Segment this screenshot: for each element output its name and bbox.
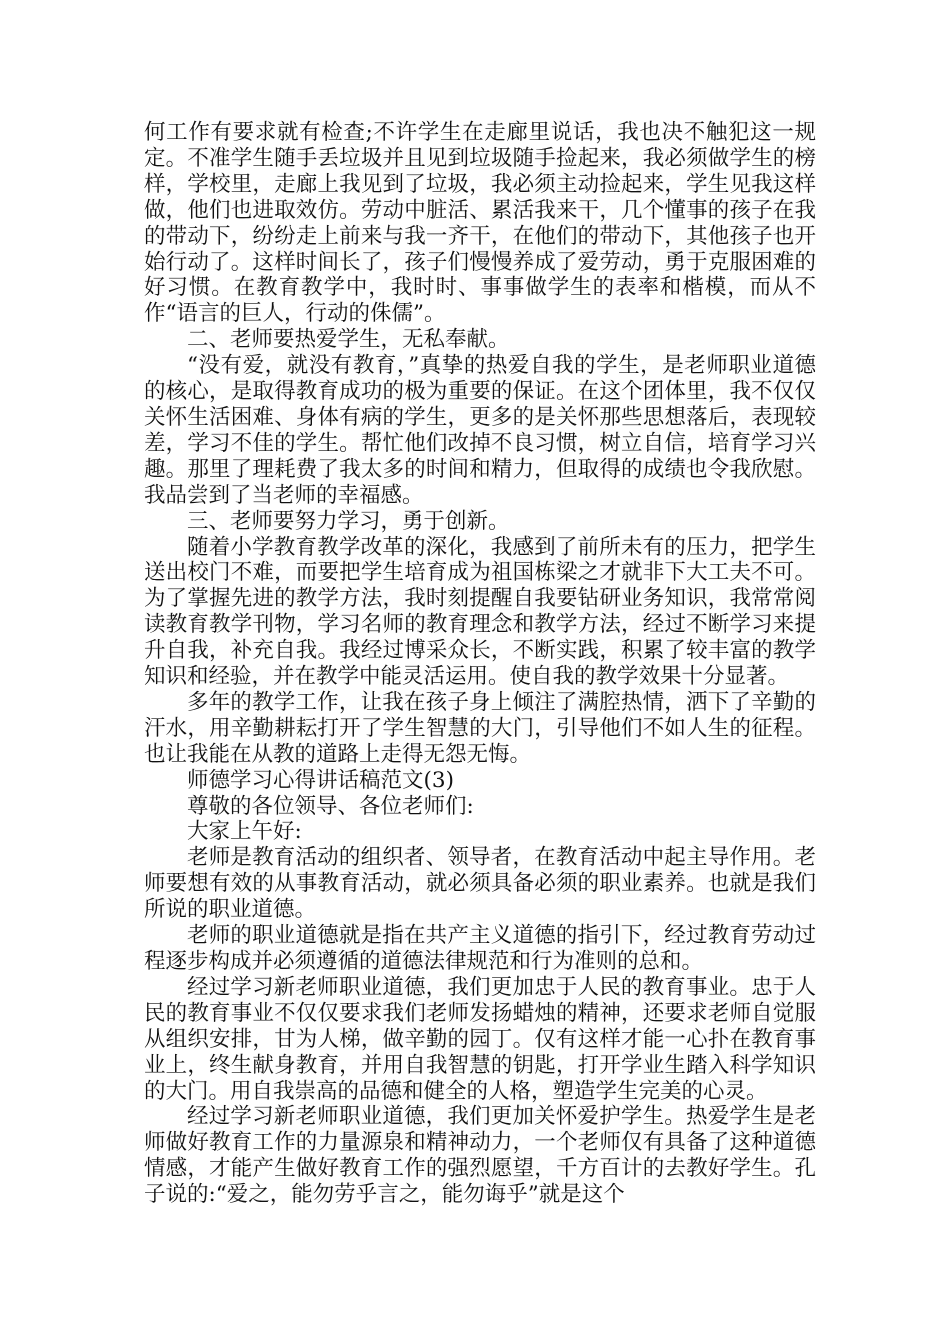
- speech-greeting: 大家上午好:: [187, 819, 302, 845]
- document-body: [144, 120, 816, 1208]
- speech-title: 师德学习心得讲话稿范文(3): [187, 767, 454, 793]
- paragraph-teacher-role: 老师是教育活动的组织者、领导者，在教育活动中起主导作用。老师要想有效的从事教育活动，就必须具备必须的职业素养。也就是我们所说的职业道德。: [144, 845, 816, 923]
- paragraph-discipline-example: 何工作有要求就有检查;不许学生在走廊里说话，我也决不触犯这一规定。不准学生随手丢垃圾并且见到垃圾随手捡起来，我必须做学生的榜样，学校里，走廊上我见到了垃圾，我必须主动捡起来，学生见我这样做，他们也进取效仿。劳动中脏活、累活我来干，几个懂事的孩子在我的带动下，纷纷走上前来与我一齐干，在他们的带动下，其他孩子也开始行动了。这样时间长了，孩子们慢慢养成了爱劳动，勇于克服困难的好习惯。在教育教学中，我时时、事事做学生的表率和楷模，而从不作“语言的巨人，行动的侏儒”。: [144, 120, 816, 327]
- speech-salutation: 尊敬的各位领导、各位老师们:: [187, 793, 474, 819]
- paragraph-learn-innovate: 随着小学教育教学改革的深化，我感到了前所未有的压力，把学生送出校门不难，而要把学生培育成为祖国栋梁之才就非下大工夫不可。为了掌握先进的教学方法，我时刻提醒自我要钻研业务知识，我常常阅读教育教学刊物，学习名师的教育理念和教学方法，经过不断学习来提升自我，补充自我。我经过博采众长，不断实践，积累了较丰富的教学知识和经验，并在教学中能灵活运用。使自我的教学效果十分显著。: [144, 534, 816, 690]
- paragraph-loyalty-to-education: 经过学习新老师职业道德，我们更加忠于人民的教育事业。忠于人民的教育事业不仅仅要求我们老师发扬蜡烛的精神，还要求老师自觉服从组织安排，甘为人梯，做辛勤的园丁。仅有这样才能一心扑在教育事业上，终生献身教育，并用自我智慧的钥匙，打开学业生踏入科学知识的大门。用自我崇高的品德和健全的人格，塑造学生完美的心灵。: [144, 974, 816, 1104]
- paragraph-professional-ethics-definition: 老师的职业道德就是指在共产主义道德的指引下，经过教育劳动过程逐步构成并必须遵循的道德法律规范和行为准则的总和。: [144, 923, 816, 974]
- paragraph-love-students: “没有爱，就没有教育，”真挚的热爱自我的学生，是老师职业道德的核心，是取得教育成功的极为重要的保证。在这个团体里，我不仅仅关怀生活困难、身体有病的学生，更多的是关怀那些思想落后，表现较差，学习不佳的学生。帮忙他们改掉不良习惯，树立自信，培育学习兴趣。那里了理耗费了我太多的时间和精力，但取得的成绩也令我欣慰。我品尝到了当老师的幸福感。: [144, 353, 816, 508]
- section-heading-learn-innovate: 三、老师要努力学习，勇于创新。: [187, 508, 510, 534]
- paragraph-years-of-teaching: 多年的教学工作，让我在孩子身上倾注了满腔热情，洒下了辛勤的汗水，用辛勤耕耘打开了学生智慧的大门，引导他们不如人生的征程。也让我能在从教的道路上走得无怨无悔。: [144, 689, 816, 767]
- paragraph-care-for-students: 经过学习新老师职业道德，我们更加关怀爱护学生。热爱学生是老师做好教育工作的力量源泉和精神动力，一个老师仅有具备了这种道德情感，才能产生做好教育工作的强烈愿望，千方百计的去教好学生。孔子说的:“爱之，能勿劳乎言之，能勿诲乎”就是这个: [144, 1104, 816, 1208]
- section-heading-love-students: 二、老师要热爱学生，无私奉献。: [187, 327, 510, 353]
